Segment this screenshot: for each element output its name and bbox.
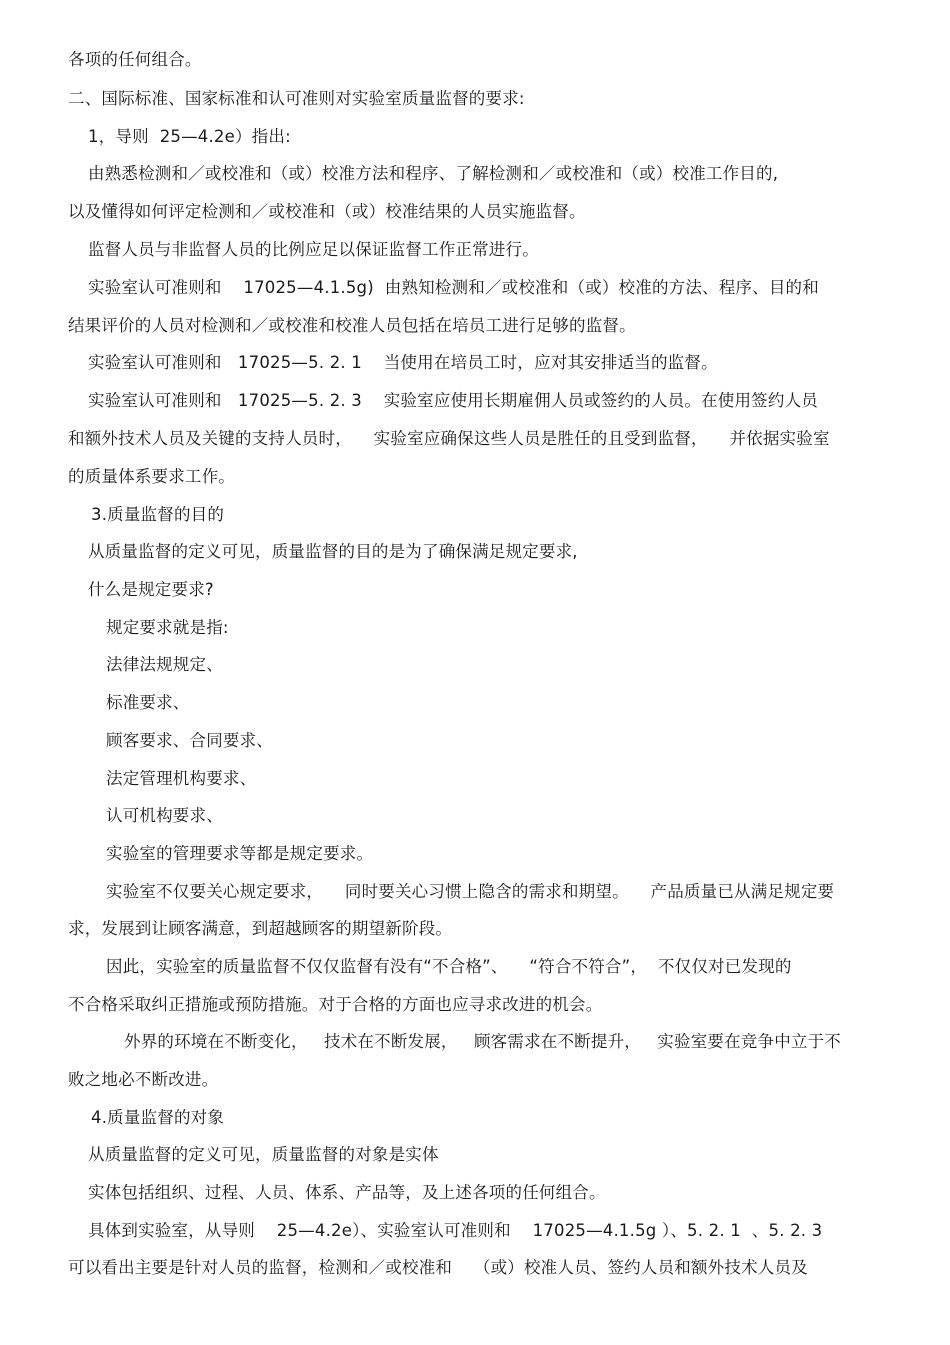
- text-line: 具体到实验室，从导则 25—4.2e）、实验室认可准则和 17025—4.1.5g ）、5. 2. 1 、5. 2. 3: [88, 1221, 823, 1240]
- text-line: 监督人员与非监督人员的比例应足以保证监督工作正常进行。: [88, 240, 539, 259]
- text-line: 因此，实验室的质量监督不仅仅监督有没有“不合格”、 “符合不符合”， 不仅仅对已发现的: [106, 957, 792, 976]
- text-line: 外界的环境在不断变化， 技术在不断发展， 顾客需求在不断提升， 实验室要在竞争中立于不: [124, 1032, 842, 1051]
- list-item: 规定要求就是指:: [106, 618, 229, 637]
- text-line: 可以看出主要是针对人员的监督，检测和／或校准和 （或）校准人员、签约人员和额外技术人员及: [68, 1258, 808, 1277]
- text-line: 求，发展到让顾客满意，到超越顾客的期望新阶段。: [68, 919, 453, 938]
- text-line: 和额外技术人员及关键的支持人员时， 实验室应确保这些人员是胜任的且受到监督， 并依据实验室: [68, 429, 830, 448]
- text-line: 不合格采取纠正措施或预防措施。对于合格的方面也应寻求改进的机会。: [68, 995, 603, 1014]
- text-line: 以及懂得如何评定检测和／或校准和（或）校准结果的人员实施监督。: [68, 202, 586, 221]
- text-line: 败之地必不断改进。: [68, 1070, 219, 1089]
- text-line: 实验室认可准则和 17025—4.1.5g) 由熟知检测和／或校准和（或）校准的方法、程序、目的和: [88, 278, 819, 297]
- text-line: 什么是规定要求?: [88, 580, 214, 599]
- list-item: 法律法规规定、: [106, 655, 223, 674]
- list-item: 顾客要求、合同要求、: [106, 731, 273, 750]
- text-line: 由熟悉检测和／或校准和（或）校准方法和程序、了解检测和／或校准和（或）校准工作目的,: [88, 164, 779, 183]
- section-heading: 3.质量监督的目的: [91, 505, 225, 524]
- text-line: 实体包括组织、过程、人员、体系、产品等，及上述各项的任何组合。: [88, 1183, 606, 1202]
- list-item: 法定管理机构要求、: [106, 769, 257, 788]
- text-line: 实验室认可准则和 17025—5. 2. 1 当使用在培员工时，应对其安排适当的监督。: [88, 353, 718, 372]
- text-line: 实验室认可准则和 17025—5. 2. 3 实验室应使用长期雇佣人员或签约的人员。在使用签约人员: [88, 391, 818, 410]
- text-line: 实验室不仅要关心规定要求， 同时要关心习惯上隐含的需求和期望。 产品质量已从满足规定要: [106, 882, 835, 901]
- text-line: 1，导则 25—4.2e）指出:: [88, 127, 291, 146]
- text-line: 从质量监督的定义可见，质量监督的对象是实体: [88, 1145, 439, 1164]
- text-line: 从质量监督的定义可见，质量监督的目的是为了确保满足规定要求,: [88, 542, 578, 561]
- text-line: 的质量体系要求工作。: [68, 467, 235, 486]
- section-heading: 二、国际标准、国家标准和认可准则对实验室质量监督的要求:: [68, 89, 525, 108]
- text-line: 各项的任何组合。: [68, 50, 202, 69]
- text-line: 结果评价的人员对检测和／或校准和校准人员包括在培员工进行足够的监督。: [68, 316, 636, 335]
- list-item: 实验室的管理要求等都是规定要求。: [106, 844, 374, 863]
- list-item: 认可机构要求、: [106, 806, 223, 825]
- section-heading: 4.质量监督的对象: [91, 1108, 225, 1127]
- list-item: 标准要求、: [106, 693, 190, 712]
